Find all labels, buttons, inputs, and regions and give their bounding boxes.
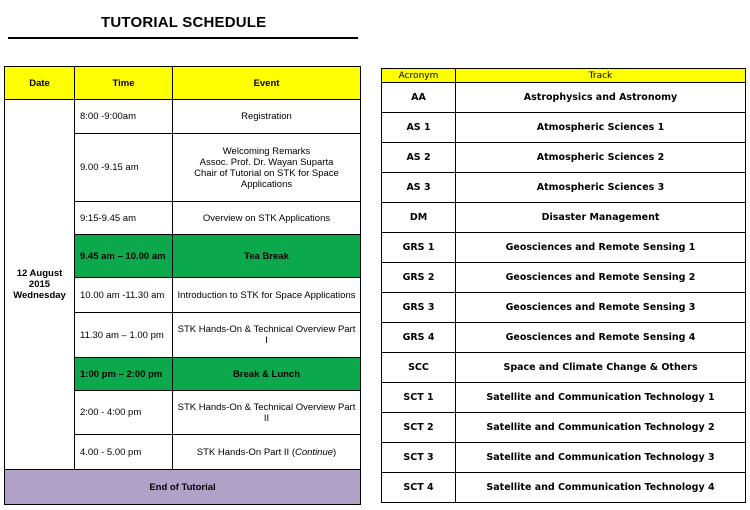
track-acronym: AA xyxy=(382,83,456,113)
track-acronym: GRS 2 xyxy=(382,263,456,293)
schedule-header-row xyxy=(5,67,361,100)
time-cell: 9.45 am – 10.00 am xyxy=(75,235,173,278)
track-acronym: AS 2 xyxy=(382,143,456,173)
date-day: 12 August xyxy=(16,268,63,279)
track-row xyxy=(382,383,746,413)
track-name: Geosciences and Remote Sensing 1 xyxy=(456,233,746,263)
track-name: Astrophysics and Astronomy xyxy=(456,83,746,113)
event-cell xyxy=(173,235,361,278)
schedule-row xyxy=(5,100,361,134)
event-cell xyxy=(173,391,361,435)
time-cell: 2:00 - 4:00 pm xyxy=(75,391,173,435)
track-acronym: SCT 2 xyxy=(382,413,456,443)
track-row xyxy=(382,83,746,113)
track-row xyxy=(382,263,746,293)
event-cell xyxy=(173,435,361,470)
track-name: Satellite and Communication Technology 2 xyxy=(456,413,746,443)
track-row xyxy=(382,113,746,143)
time-cell: 1:00 pm – 2:00 pm xyxy=(75,358,173,391)
track-acronym: SCT 4 xyxy=(382,473,456,503)
event-line: Introduction to STK for Space Applications xyxy=(177,289,356,301)
track-row xyxy=(382,143,746,173)
track-row xyxy=(382,173,746,203)
track-name: Space and Climate Change & Others xyxy=(456,353,746,383)
time-cell: 4.00 - 5.00 pm xyxy=(75,435,173,470)
date-year: 2015 xyxy=(28,279,51,290)
event-cell xyxy=(173,202,361,235)
event-cell xyxy=(173,358,361,391)
event-text-italic: Continue xyxy=(295,446,334,458)
track-row xyxy=(382,293,746,323)
event-text-close: ) xyxy=(333,446,337,458)
track-acronym: DM xyxy=(382,203,456,233)
track-name: Geosciences and Remote Sensing 4 xyxy=(456,323,746,353)
tracks-table xyxy=(381,68,746,503)
event-line: Chair of Tutorial on STK for Space Applications xyxy=(194,167,339,190)
date-header: Date xyxy=(5,67,75,100)
event-cell xyxy=(173,313,361,358)
track-name: Atmospheric Sciences 1 xyxy=(456,113,746,143)
time-cell: 9.00 -9.15 am xyxy=(75,134,173,202)
track-acronym: SCT 3 xyxy=(382,443,456,473)
date-cell xyxy=(5,100,75,470)
end-row xyxy=(5,470,361,505)
track-name: Geosciences and Remote Sensing 3 xyxy=(456,293,746,323)
track-name: Geosciences and Remote Sensing 2 xyxy=(456,263,746,293)
track-row xyxy=(382,413,746,443)
event-line: Welcoming Remarks xyxy=(222,145,311,157)
date-weekday: Wednesday xyxy=(13,290,66,301)
event-cell xyxy=(173,100,361,134)
track-name: Satellite and Communication Technology 4 xyxy=(456,473,746,503)
track-row xyxy=(382,323,746,353)
track-row xyxy=(382,203,746,233)
track-name: Atmospheric Sciences 2 xyxy=(456,143,746,173)
event-cell xyxy=(173,278,361,313)
track-acronym: SCT 1 xyxy=(382,383,456,413)
track-acronym: GRS 3 xyxy=(382,293,456,323)
event-line: Assoc. Prof. Dr. Wayan Suparta xyxy=(199,156,334,168)
track-acronym: GRS 4 xyxy=(382,323,456,353)
tracks-header-row xyxy=(382,69,746,83)
event-text: STK Hands-On Part II ( xyxy=(196,446,295,458)
end-of-tutorial: End of Tutorial xyxy=(5,470,361,505)
event-line: Tea Break xyxy=(244,250,289,262)
track-acronym: SCC xyxy=(382,353,456,383)
track-row xyxy=(382,233,746,263)
time-header: Time xyxy=(75,67,173,100)
track-acronym: GRS 1 xyxy=(382,233,456,263)
track-name: Satellite and Communication Technology 1 xyxy=(456,383,746,413)
acronym-header: Acronym xyxy=(382,69,456,83)
track-name: Satellite and Communication Technology 3 xyxy=(456,443,746,473)
event-line: STK Hands-On & Technical Overview Part I xyxy=(177,324,356,346)
track-name: Atmospheric Sciences 3 xyxy=(456,173,746,203)
schedule-table xyxy=(4,66,361,505)
track-acronym: AS 3 xyxy=(382,173,456,203)
track-name: Disaster Management xyxy=(456,203,746,233)
time-cell: 9:15-9.45 am xyxy=(75,202,173,235)
time-cell: 10.00 am -11.30 am xyxy=(75,278,173,313)
track-acronym: AS 1 xyxy=(382,113,456,143)
event-line: Overview on STK Applications xyxy=(202,212,331,224)
event-cell xyxy=(173,134,361,202)
time-cell: 11.30 am – 1.00 pm xyxy=(75,313,173,358)
event-line: STK Hands-On & Technical Overview Part II xyxy=(177,401,356,424)
event-header: Event xyxy=(173,67,361,100)
title-underline xyxy=(8,37,358,39)
time-cell: 8:00 -9:00am xyxy=(75,100,173,134)
event-line: Break & Lunch xyxy=(232,368,301,380)
event-line: Registration xyxy=(241,111,292,122)
track-row xyxy=(382,473,746,503)
track-row xyxy=(382,443,746,473)
track-header: Track xyxy=(456,69,746,83)
track-row xyxy=(382,353,746,383)
document-title: TUTORIAL SCHEDULE xyxy=(101,14,267,31)
